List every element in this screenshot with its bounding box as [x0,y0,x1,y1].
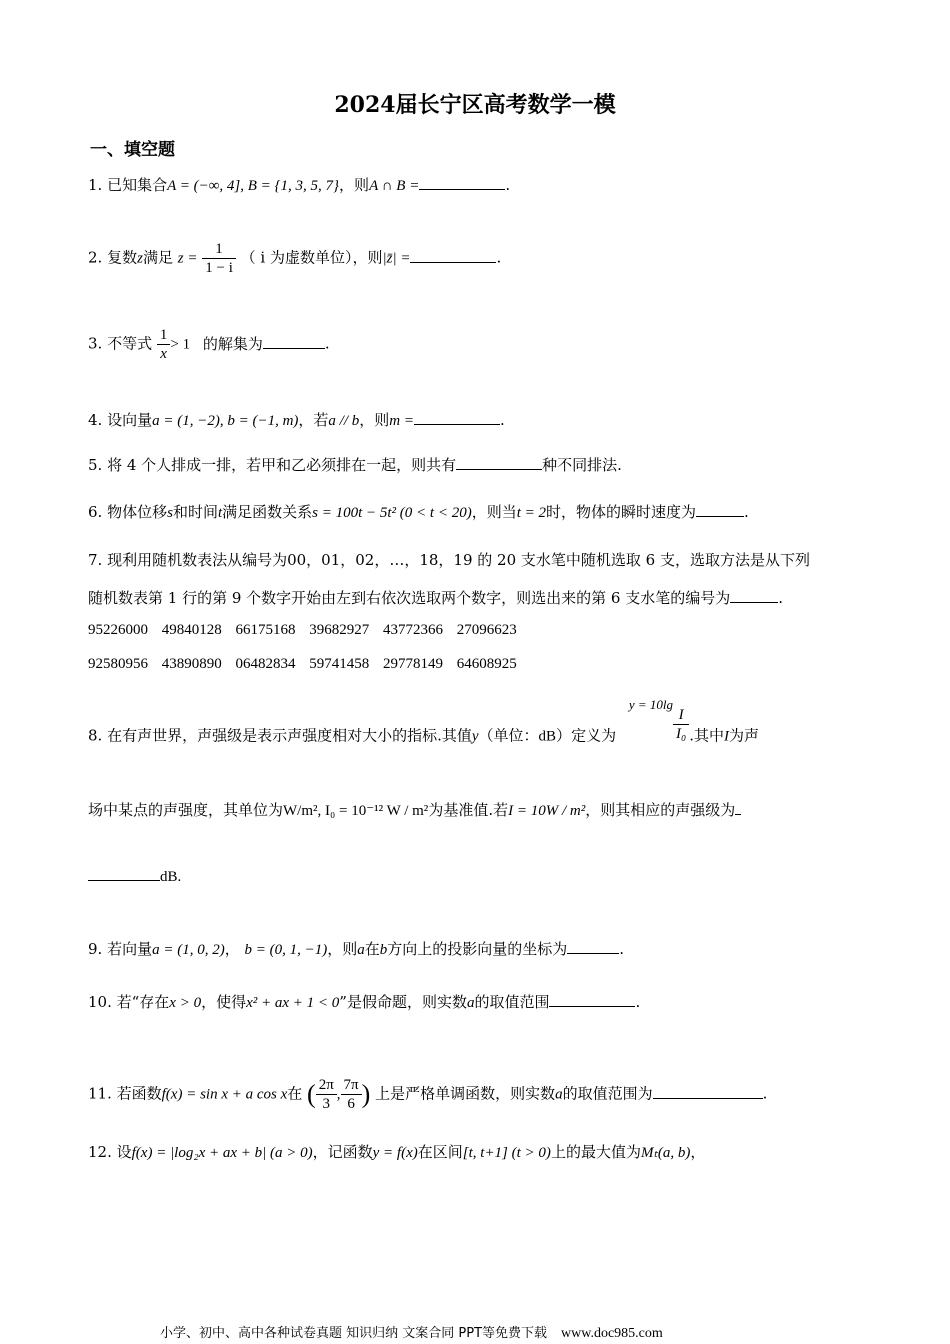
section-heading: 一、填空题 [90,140,175,160]
question-4: 4. 设向量a = (1, −2), b = (−1, m)，若a // b，则m = . [88,408,505,432]
question-8-line-3: dB. [88,864,181,888]
question-8-line-1: 8. 在有声世界，声强级是表示声强度相对大小的指标.其值y（单位：dB）定义为 y = 10lg $\frac{I}{\text{I₀}}$ .其中I为声 [88,718,759,755]
random-table-row-2: 92580956 43890890 06482834 59741458 29778149 64608925 [88,656,517,672]
fraction: $\frac{2\pi}{3}$ [316,1076,337,1113]
question-6: 6. 物体位移s和时间t满足函数关系s = 100t − 5t² (0 < t < 20)，则当t = 2时，物体的瞬时速度为 . [88,500,749,524]
question-10: 10. 若“存在x > 0，使得x² + ax + 1 < 0”是假命题，则实数a的取值范围 . [88,990,640,1014]
question-8-line-2: 场中某点的声强度，其单位为W/m², I₀ = 10⁻¹² W / m²为基准值.若I = 10W / m²，则其相应的声强级为 [88,798,741,822]
question-12: 12. 设f(x) = |log₂x + ax + b| (a > 0)，记函数y = f(x)在区间[t, t+1] (t > 0)上的最大值为Mₜ(a, b)， [88,1143,706,1161]
fraction: $\frac{1}{1 - i}$ [202,240,236,277]
question-1: 1. 已知集合A = (−∞, 4], B = {1, 3, 5, 7}，则A ∩ B = . [88,173,510,197]
question-2: 2. 复数z满足 z = $\frac{1}{1 - i}$ （ i 为虚数单位），则|z̄| = . [88,241,502,276]
question-5: 5. 将 4 个人排成一排，若甲和乙必须排在一起，则共有 种不同排法. [88,453,622,476]
page-title: 2024届长宁区高考数学一模 [334,92,616,118]
fraction: $\frac{I}{\text{I₀}}$ [673,706,689,743]
random-table-row-1: 95226000 49840128 66175168 39682927 43772366 27096623 [88,622,517,638]
question-9: 9. 若向量a = (1, 0, 2)， b = (0, 1, −1)，则a在b方向上的投影向量的坐标为 . [88,937,624,961]
footer-url[interactable]: www.doc985.com [561,1326,663,1341]
fraction: $\frac{1}{x}$ [157,326,171,363]
question-3: 3. 不等式 $\frac{1}{x}$ > 1 的解集为 . [88,327,330,362]
question-11: 11. 若函数f(x) = sin x + a cos x在 ( $\frac{2\pi}{3}$ , $\frac{7\pi}{6}$ ) 上是严格单调函数，则实数a的取值范围为 . [88,1077,768,1112]
footer-text: 小学、初中、高中各种试卷真题 知识归纳 文案合同 PPT等免费下载 [160,1326,548,1341]
sound-formula: y = 10lg [628,697,674,712]
question-7-line-2: 随机数表第 1 行的第 9 个数字开始由左到右依次选取两个数字，则选出来的第 6 支水笔的编号为 . [88,586,783,609]
footer [160,1322,663,1342]
fraction: $\frac{7\pi}{6}$ [341,1076,362,1113]
question-7-line-1: 7. 现利用随机数表法从编号为00，01，02，…，18，19 的 20 支水笔中随机选取 6 支，选取方法是从下列 [88,551,810,569]
